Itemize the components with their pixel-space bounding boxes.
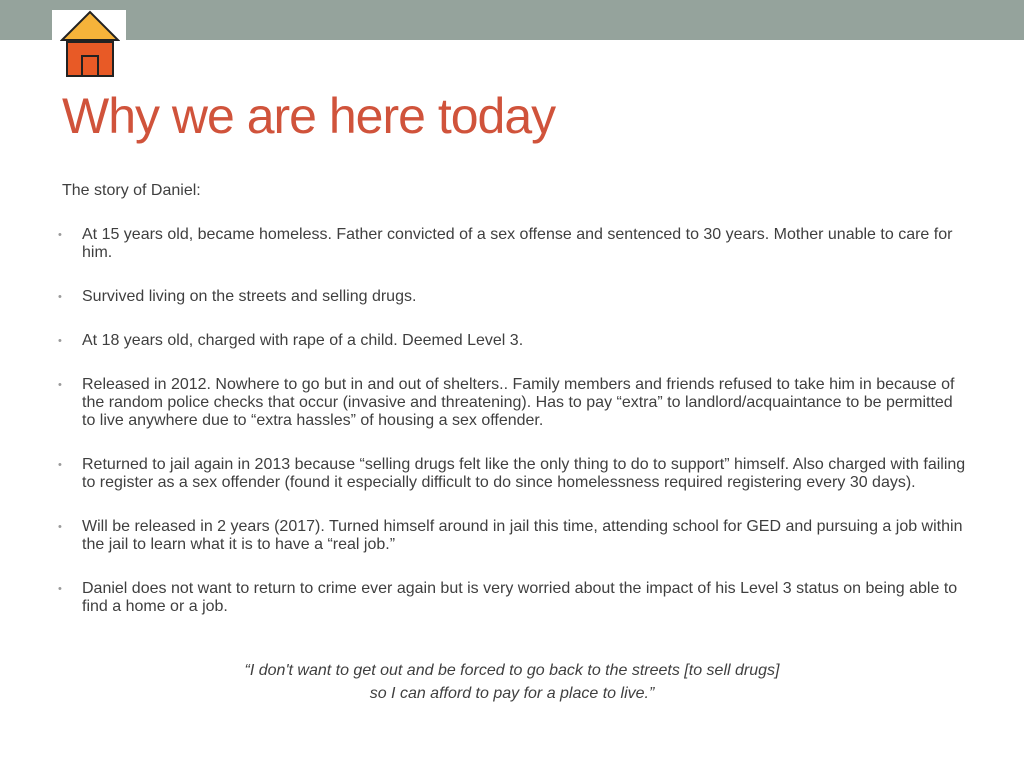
list-item [58,456,968,492]
list-item [58,288,968,306]
bullet-marker: • [58,583,62,595]
bullet-text: At 18 years old, charged with rape of a child. Deemed Level 3. [82,332,524,349]
bullet-list [58,226,968,642]
bullet-marker: • [58,459,62,471]
bullet-text: At 15 years old, became homeless. Father convicted of a sex offense and sentenced to 30 years. Mother unable to care for him. [82,226,953,261]
list-item [58,226,968,262]
bullet-marker: • [58,335,62,347]
list-item [58,332,968,350]
bullet-marker: • [58,521,62,533]
list-item [58,518,968,554]
header-band [0,0,1024,40]
quote-line-1: “I don't want to get out and be forced to go back to the streets [to sell drugs] [244,662,780,679]
list-item [58,376,968,430]
bullet-text: Released in 2012. Nowhere to go but in and out of shelters.. Family members and friends refused to take him in because of the random police checks that occur (invasive and threatening). Has to pay “extra” to landlord/acquaintance to be permitted to live anywhere due to “extra hassles” of housing a sex offender. [82,376,955,429]
intro-text: The story of Daniel: [62,182,201,199]
bullet-marker: • [58,229,62,241]
bullet-text: Returned to jail again in 2013 because “selling drugs felt like the only thing to do to support” himself. Also charged with failing to register as a sex offender (found it especially difficult to do since homelessness required registering every 30 days). [82,456,966,491]
house-logo [52,10,126,80]
daniel-quote [0,659,1024,705]
bullet-text: Daniel does not want to return to crime ever again but is very worried about the impact of his Level 3 status on being able to find a home or a job. [82,580,958,615]
bullet-marker: • [58,291,62,303]
page-title: Why we are here today [62,88,556,144]
quote-line-2: so I can afford to pay for a place to live.” [369,685,655,702]
bullet-text: Survived living on the streets and selling drugs. [82,288,417,305]
list-item [58,580,968,616]
house-icon [60,10,120,78]
bullet-marker: • [58,379,62,391]
bullet-text: Will be released in 2 years (2017). Turned himself around in jail this time, attending school for GED and pursuing a job within the jail to learn what it is to have a “real job.” [82,518,963,553]
